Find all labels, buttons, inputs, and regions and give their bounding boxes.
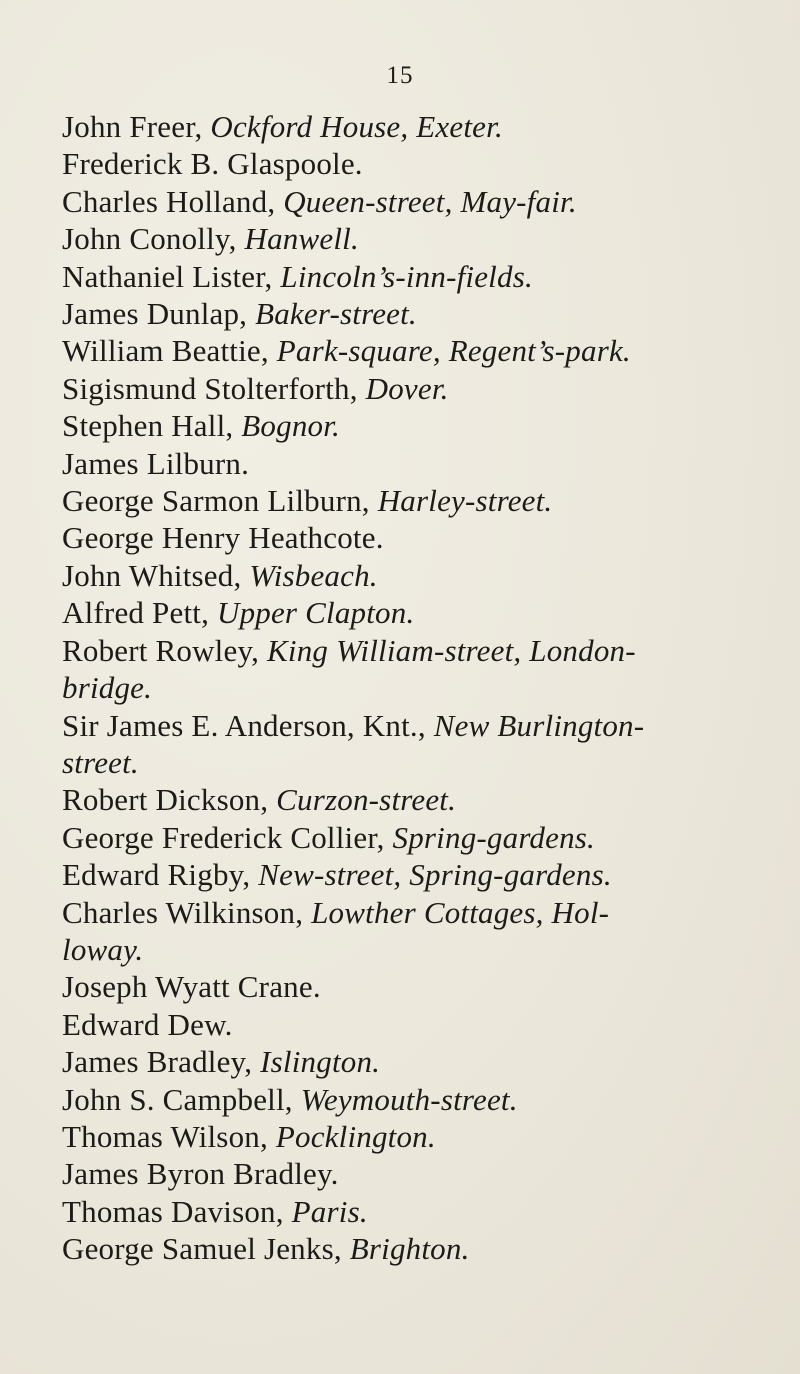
entry-name: Thomas Davison,: [62, 1193, 292, 1229]
entry-name: Charles Wilkinson,: [62, 894, 312, 930]
entry-place: Upper Clapton.: [216, 595, 415, 631]
entry-name: Robert Dickson,: [62, 782, 277, 818]
entry-name: George Henry Heathcote.: [62, 520, 384, 556]
entry-place: Islington.: [260, 1044, 381, 1080]
entry-place: Paris.: [291, 1193, 368, 1229]
list-item: [62, 445, 772, 482]
entry-place: Spring-gardens.: [392, 819, 596, 855]
entry-name: Edward Dew.: [62, 1006, 233, 1042]
entry-name: George Frederick Collier,: [62, 819, 393, 855]
entry-name: James Byron Bradley.: [62, 1156, 339, 1192]
entry-place: Baker-street.: [255, 296, 417, 332]
list-item: [62, 632, 772, 707]
entry-name: John S. Campbell,: [62, 1081, 301, 1117]
entry-place-continuation: street.: [62, 744, 139, 780]
list-item: [62, 1043, 772, 1080]
entry-name: John Conolly,: [62, 221, 245, 257]
entry-name: Joseph Wyatt Crane.: [62, 969, 321, 1005]
entry-name: William Beattie,: [62, 333, 277, 369]
list-item: [62, 707, 772, 782]
entry-name: George Samuel Jenks,: [62, 1231, 350, 1267]
entry-place: King William-street, London-: [267, 632, 636, 668]
list-item: [62, 258, 772, 295]
entry-place: Hanwell.: [244, 221, 359, 257]
list-item: [62, 220, 772, 257]
list-item: [62, 557, 772, 594]
entry-name: George Sarmon Lilburn,: [62, 483, 378, 519]
list-item: [62, 1006, 772, 1043]
entry-name: Nathaniel Lister,: [62, 258, 281, 294]
list-item: [62, 295, 772, 332]
entry-place: Queen-street, May-fair.: [283, 183, 577, 219]
entry-place: Dover.: [365, 370, 449, 406]
entry-place: Harley-street.: [377, 483, 553, 519]
entry-place: Curzon-street.: [276, 782, 457, 818]
list-item: [62, 968, 772, 1005]
entry-place: New Burlington-: [433, 707, 645, 743]
entry-place: Bognor.: [241, 408, 341, 444]
entry-name: James Lilburn.: [62, 445, 250, 481]
entry-name: Frederick B. Glaspoole.: [62, 146, 363, 182]
entry-name: Alfred Pett,: [62, 595, 217, 631]
entry-name: Sigismund Stolterforth,: [62, 370, 366, 406]
list-item: [62, 482, 772, 519]
entry-place: New-street, Spring-gardens.: [258, 857, 612, 893]
name-list: [62, 108, 772, 1268]
entry-place: Park-square, Regent’s-park.: [276, 333, 631, 369]
list-item: [62, 1081, 772, 1118]
entry-place: Lincoln’s-inn-fields.: [280, 258, 533, 294]
list-item: [62, 1230, 772, 1267]
page-number: 15: [386, 62, 414, 89]
entry-name: Robert Rowley,: [62, 632, 268, 668]
entry-name: James Dunlap,: [62, 296, 256, 332]
entry-place-continuation: bridge.: [62, 670, 153, 706]
list-item: [62, 108, 772, 145]
entry-name: Edward Rigby,: [62, 857, 259, 893]
entry-name: John Whitsed,: [62, 557, 250, 593]
entry-place: Wisbeach.: [249, 557, 378, 593]
list-item: [62, 332, 772, 369]
entry-place: Ockford House, Exeter.: [210, 109, 503, 144]
list-item: [62, 145, 772, 182]
list-item: [62, 370, 772, 407]
list-item: [62, 594, 772, 631]
list-item: [62, 1118, 772, 1155]
entry-place: Weymouth-street.: [300, 1081, 518, 1117]
entry-place-continuation: loway.: [62, 931, 144, 967]
list-item: [62, 183, 772, 220]
list-item: [62, 407, 772, 444]
entry-name: Sir James E. Anderson, Knt.,: [62, 707, 434, 743]
entry-name: John Freer,: [62, 109, 211, 144]
list-item: [62, 894, 772, 969]
entry-name: Thomas Wilson,: [62, 1118, 276, 1154]
entry-name: Stephen Hall,: [62, 408, 242, 444]
entry-place: Pocklington.: [275, 1118, 436, 1154]
list-item: [62, 519, 772, 556]
list-item: [62, 1155, 772, 1192]
entry-place: Lowther Cottages, Hol-: [311, 894, 610, 930]
entry-place: Brighton.: [349, 1231, 470, 1267]
entry-name: Charles Holland,: [62, 183, 284, 219]
list-item: [62, 1193, 772, 1230]
list-item: [62, 819, 772, 856]
list-item: [62, 781, 772, 818]
list-item: [62, 856, 772, 893]
entry-name: James Bradley,: [62, 1044, 261, 1080]
